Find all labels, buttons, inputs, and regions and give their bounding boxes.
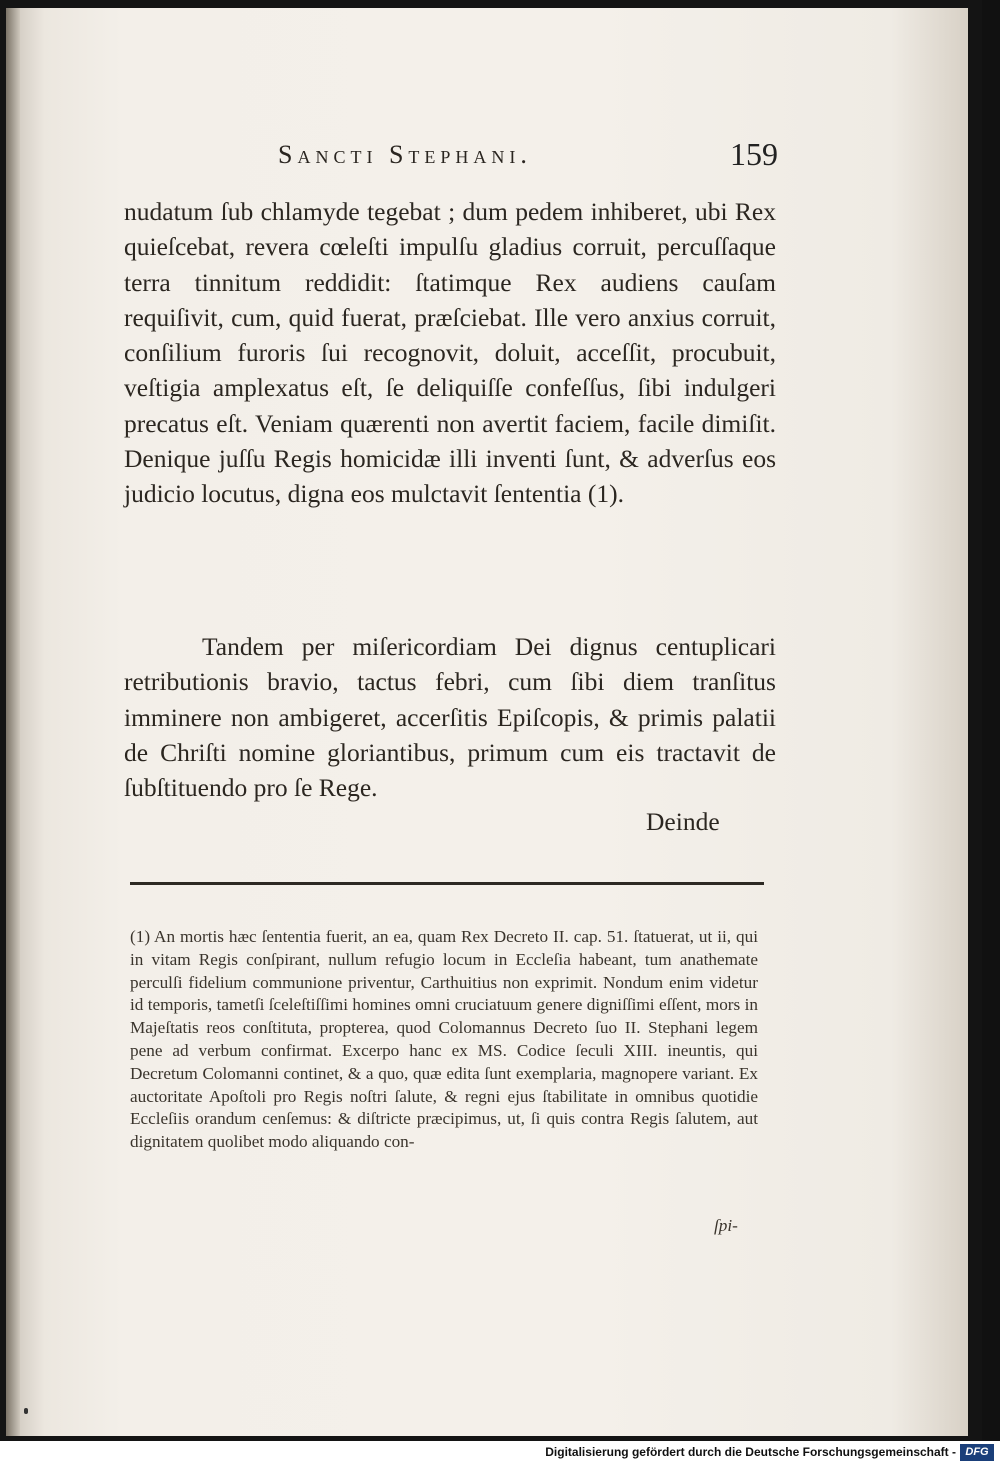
body-paragraph-1: nudatum ſub chlamyde tegebat ; dum pedem inhiberet, ubi Rex quieſcebat, revera cœleſti impulſu gladius corruit, percuſſaque terra tinnitum reddidit: ſtatimque Rex audiens cauſam requiſivit, cum, quid fuerat, præſciebat. Ille vero anxius corruit, conſilium furoris ſui recognovit, doluit, acceſſit, procubuit, veſtigia amplexatus eſt, ſe deliquiſſe confeſſus, ſibi indulgeri precatus eſt. Veniam quærenti non avertit faciem, facile dimiſit. Denique juſſu Regis homicidæ illi inventi ſunt, & adverſus eos judicio locutus, digna eos mulctavit ſententia (1). <box>124 197 776 509</box>
catchword: Deinde <box>646 807 720 836</box>
running-head <box>278 136 778 176</box>
page-number: 159 <box>730 136 778 172</box>
body-paragraph-2: Tandem per miſericordiam Dei dignus centuplicari retributionis bravio, tactus febri, cum ſibi diem tranſitus imminere non ambigeret, accerſitis Epiſcopis, & primis palatii de Chriſti nomine gloriantibus, primum cum eis tractavit de ſubſtituendo pro ſe Rege. <box>124 632 776 803</box>
footnote-catchword: ſpi- <box>714 1216 738 1235</box>
credit-bar <box>0 1441 1000 1466</box>
book-page <box>6 8 968 1436</box>
page-spine-shadow <box>6 8 20 1436</box>
footnote: (1) An mortis hæc ſententia fuerit, an ea, quam Rex Decreto II. cap. 51. ſtatuerat, ut ii, qui in vitam Regis conſpirant, nullum refugio locum in Eccleſia habeant, tum anathemate perculſi fidelium communione priventur, Carthuitius non exprimit. Nondum enim videtur id temporis, tametſi ſceleſtiſſimi homines omni cruciatuum genere digniſſimi eſſent, mors in Majeſtatis reos conſtituta, propterea, quod Colomannus Decreto ſuo II. Stephani legem pene ad verbum confirmat. Excerpo hanc ex MS. Codice ſeculi XIII. ineuntis, qui Decretum Colomanni continet, & a quo, quæ edita ſunt exemplaria, magnopere variant. Ex auctoritate Apoſtoli pro Regis noſtri ſalute, & regni ejus ſtabilitate in omnibus quotidie Eccleſiis orandum cenſemus: & diſtricte præcipimus, ut, ſi quis contra Regis ſalutem, aut dignitatem quolibet modo aliquando con- <box>130 927 758 1152</box>
funding-credit: Digitalisierung gefördert durch die Deutsche Forschungsgemeinschaft - <box>545 1445 956 1459</box>
ink-speck <box>24 1408 28 1414</box>
dfg-logo: DFG <box>960 1444 994 1461</box>
running-head-title: Sancti Stephani. <box>278 140 532 169</box>
footnote-rule <box>130 882 764 885</box>
